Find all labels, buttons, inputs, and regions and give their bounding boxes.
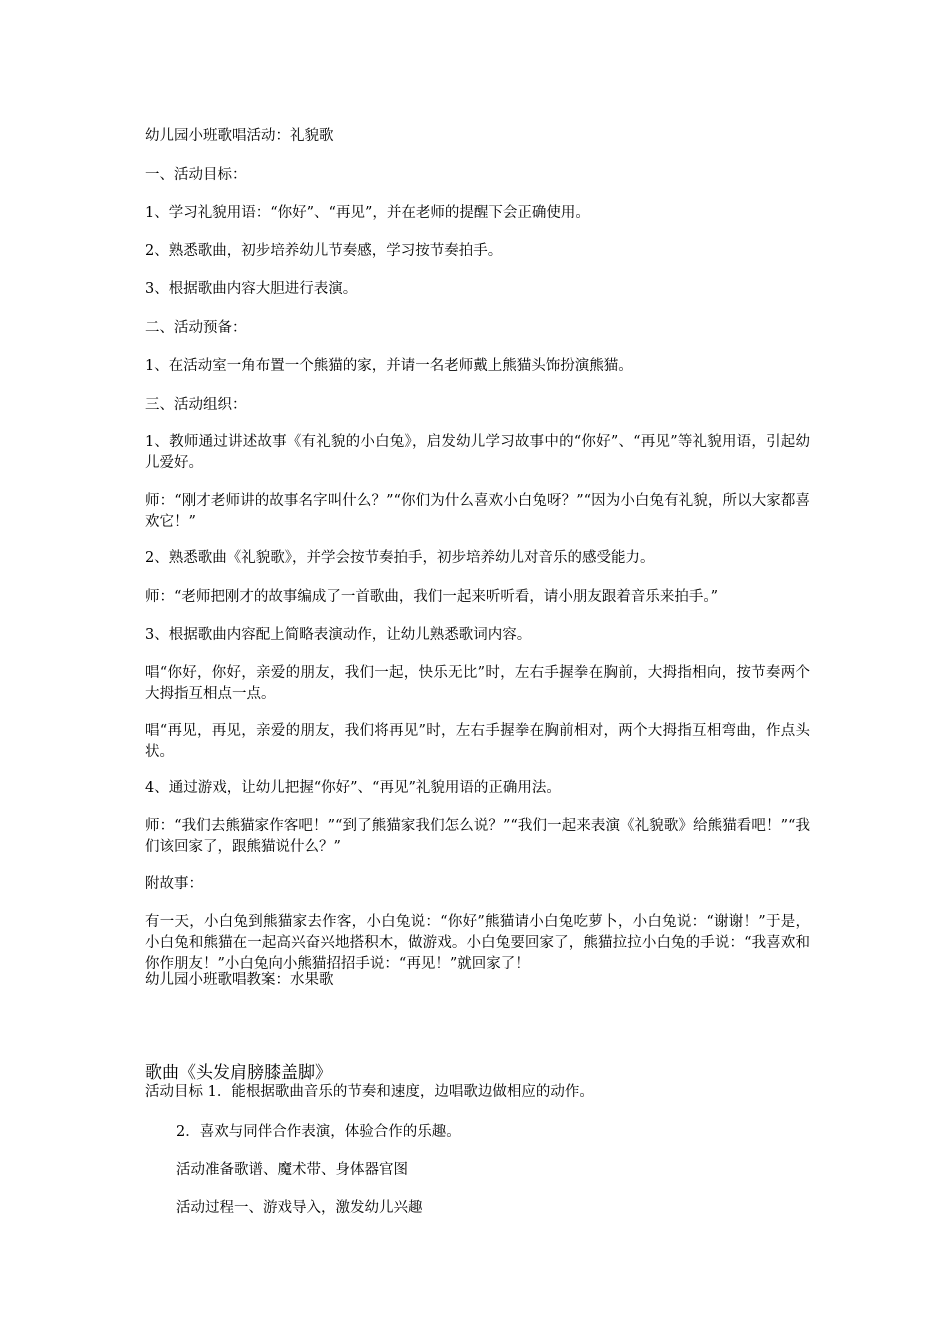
organization-step-4: 4、通过游戏，让幼儿把握“你好”、“再见”礼貌用语的正确用法。: [145, 780, 561, 796]
section-heading-organization: 三、活动组织：: [145, 397, 247, 413]
section-heading-preparation: 二、活动预备：: [145, 320, 247, 336]
song-title: 歌曲《头发肩膀膝盖脚》: [145, 1063, 332, 1083]
goal-item-1: 1、学习礼貌用语：“你好”、“再见”，并在老师的提醒下会正确使用。: [145, 205, 590, 221]
organization-step-2: 2、熟悉歌曲《礼貌歌》，并学会按节奏拍手，初步培养幼儿对音乐的感受能力。: [145, 550, 655, 566]
next-lesson-title: 幼儿园小班歌唱教案：水果歌: [145, 972, 334, 988]
song-process: 活动过程一、游戏导入，激发幼儿兴趣: [176, 1200, 423, 1216]
document-title: 幼儿园小班歌唱活动：礼貌歌: [145, 128, 334, 144]
organization-step-1: 1、教师通过讲述故事《有礼貌的小白兔》，启发幼儿学习故事中的“你好”、“再见”等礼貌用语，引起幼儿爱好。: [145, 434, 810, 471]
organization-step-1-teacher: 师：“刚才老师讲的故事名字叫什么？”“你们为什么喜欢小白兔呀？”“因为小白兔有礼貌，所以大家都喜欢它！”: [145, 493, 810, 530]
organization-step-3-sing-2: 唱“再见，再见，亲爱的朋友，我们将再见”时，左右手握拳在胸前相对，两个大拇指互相弯曲，作点头状。: [145, 723, 810, 760]
appendix-heading: 附故事：: [145, 876, 203, 892]
preparation-item-1: 1、在活动室一角布置一个熊猫的家，并请一名老师戴上熊猫头饰扮演熊猫。: [145, 358, 633, 374]
goal-item-2: 2、熟悉歌曲，初步培养幼儿节奏感，学习按节奏拍手。: [145, 243, 503, 259]
organization-step-3: 3、根据歌曲内容配上简略表演动作，让幼儿熟悉歌词内容。: [145, 627, 532, 643]
song-preparation: 活动准备歌谱、魔术带、身体器官图: [176, 1162, 408, 1178]
appendix-story: 有一天，小白兔到熊猫家去作客，小白兔说：“你好”熊猫请小白兔吃萝卜，小白兔说：“谢谢！”于是，小白兔和熊猫在一起高兴奋兴地搭积木，做游戏。小白兔要回家了，熊猫拉拉小白兔的手说：“我喜欢和你作朋友！”小白兔向小熊猫招招手说：“再见！”就回家了！: [145, 914, 810, 972]
organization-step-3-sing-1: 唱“你好，你好，亲爱的朋友，我们一起，快乐无比”时，左右手握拳在胸前，大拇指相向，按节奏两个大拇指互相点一点。: [145, 665, 810, 702]
goal-item-3: 3、根据歌曲内容大胆进行表演。: [145, 281, 358, 297]
section-heading-goals: 一、活动目标：: [145, 167, 247, 183]
song-goal-1: 活动目标 1．能根据歌曲音乐的节奏和速度，边唱歌边做相应的动作。: [145, 1084, 594, 1100]
song-goal-2: 2．喜欢与同伴合作表演，体验合作的乐趣。: [176, 1124, 461, 1140]
organization-step-2-teacher: 师：“老师把刚才的故事编成了一首歌曲，我们一起来听听看，请小朋友跟着音乐来拍手。”: [145, 589, 719, 605]
organization-step-4-teacher: 师：“我们去熊猫家作客吧！”“到了熊猫家我们怎么说？”“我们一起来表演《礼貌歌》给熊猫看吧！”“我们该回家了，跟熊猫说什么？”: [145, 818, 810, 855]
